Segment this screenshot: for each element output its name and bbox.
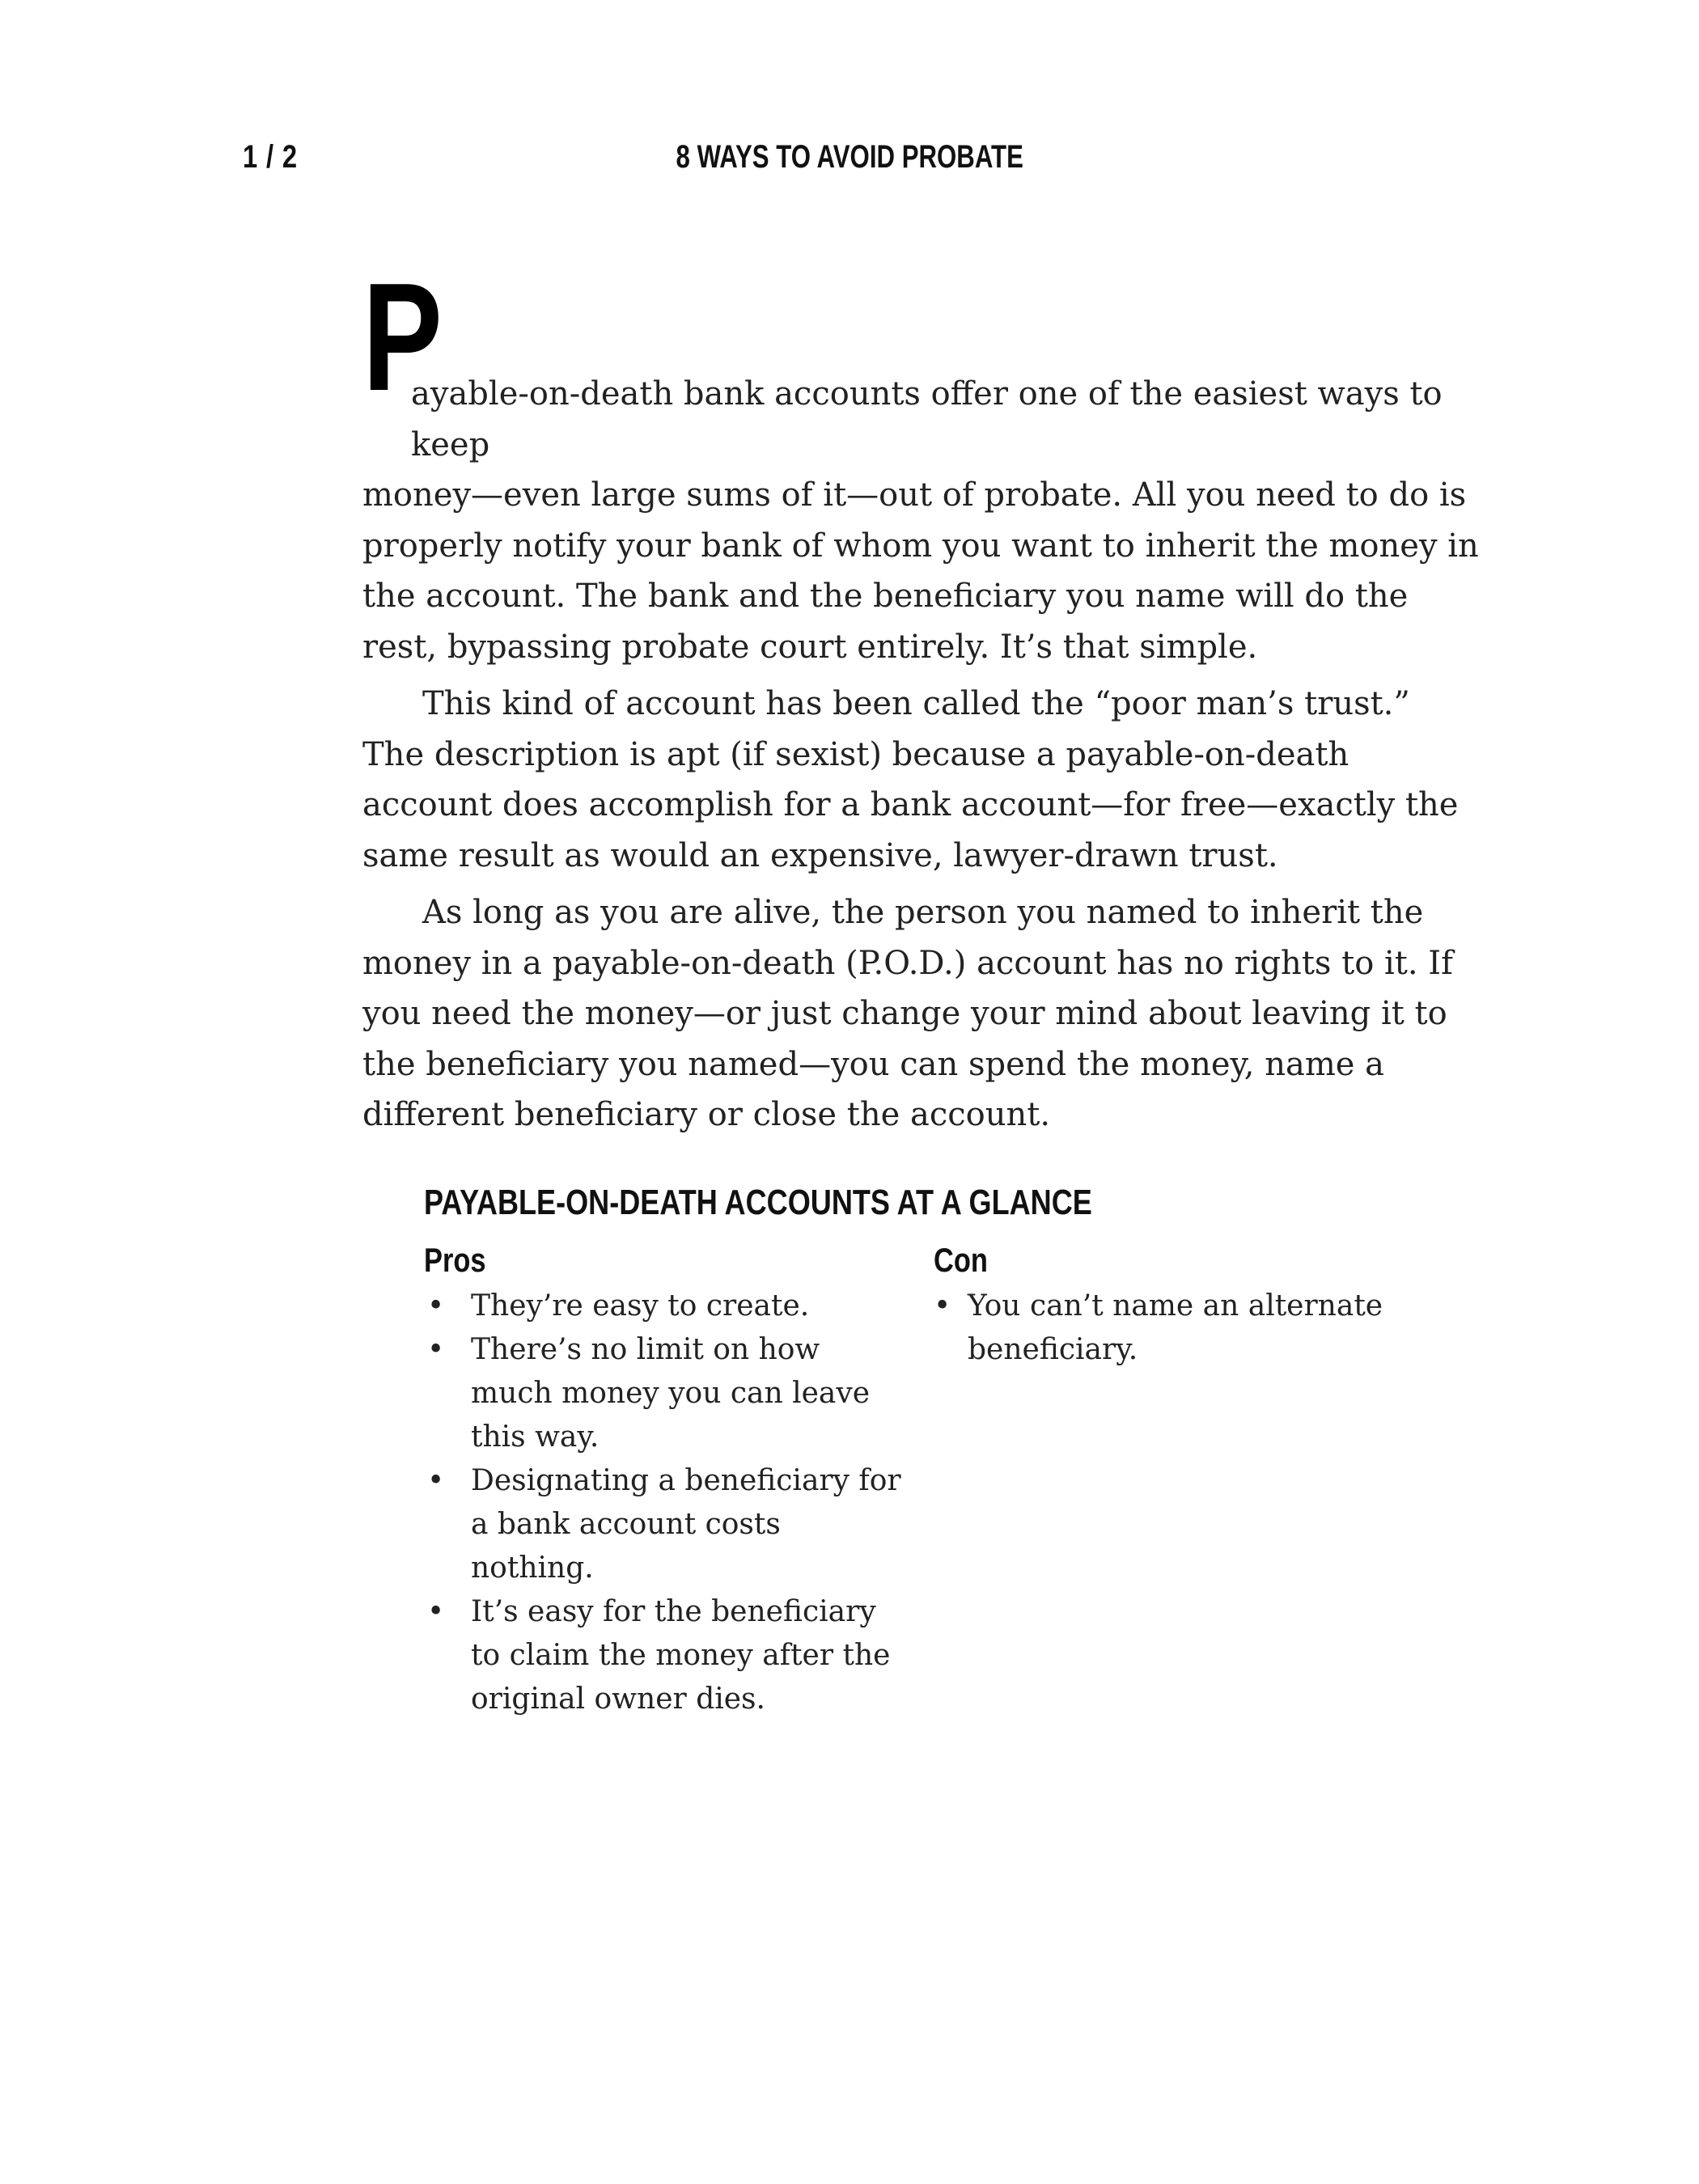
glance-title: PAYABLE-ON-DEATH ACCOUNTS AT A GLANCE: [424, 1183, 1092, 1222]
paragraph-1-first-line: ayable-on-death bank accounts offer one of the easiest ways to keep: [411, 375, 1443, 463]
list-item: [424, 1328, 909, 1459]
bullet-icon: •: [427, 1333, 445, 1366]
list-item: [424, 1590, 909, 1721]
paragraph-1-rest: money—even large sums of it—out of probate. All you need to do is properly notify your bank of whom you want to inherit the money in the account. The bank and the beneficiary you name will do the rest, bypassing probate court entirely. It’s that simple.: [362, 476, 1479, 666]
bullet-icon: •: [427, 1289, 445, 1323]
pros-list: [424, 1285, 909, 1721]
list-item: [934, 1285, 1387, 1372]
running-head-text: 8 WAYS TO AVOID PROBATE: [676, 139, 1023, 175]
con-column: [934, 1236, 1387, 1372]
paragraph-1: [362, 252, 1479, 672]
pros-item-text: Designating a beneficiary for a bank account costs nothing.: [471, 1464, 901, 1585]
pros-item-text: They’re easy to create.: [471, 1289, 810, 1323]
con-list: [934, 1285, 1387, 1372]
bullet-icon: •: [427, 1595, 445, 1628]
con-heading: Con: [934, 1241, 988, 1279]
paragraph-2: This kind of account has been called the “poor man’s trust.” The description is apt (if sexist) because a payable-on-death account does accomplish for a bank account—for free—exactly the same result as would an expensive, lawyer-drawn trust.: [362, 685, 1459, 874]
pros-item-text: It’s easy for the beneficiary to claim the money after the original owner dies.: [471, 1595, 891, 1716]
page-number: 1 / 2: [243, 139, 298, 175]
pros-heading: Pros: [424, 1241, 486, 1279]
running-head: [0, 139, 1699, 176]
bullet-icon: •: [427, 1464, 445, 1497]
pros-column: [424, 1236, 909, 1721]
pros-item-text: There’s no limit on how much money you can leave this way.: [471, 1333, 871, 1454]
glance-box: [424, 1183, 1476, 1716]
paragraph-3: As long as you are alive, the person you named to inherit the money in a payable-on-death (P.O.D.) account has no rights to it. If you need the money—or just change your mind about leaving it to the beneficiary you named—you can spend the money, name a different beneficiary or close the account.: [362, 894, 1453, 1133]
drop-cap: P: [362, 252, 443, 423]
list-item: [424, 1459, 909, 1590]
article-body: [362, 252, 1479, 1147]
list-item: [424, 1285, 909, 1328]
bullet-icon: •: [934, 1289, 951, 1323]
con-item-text: You can’t name an alternate beneficiary.: [968, 1289, 1383, 1366]
